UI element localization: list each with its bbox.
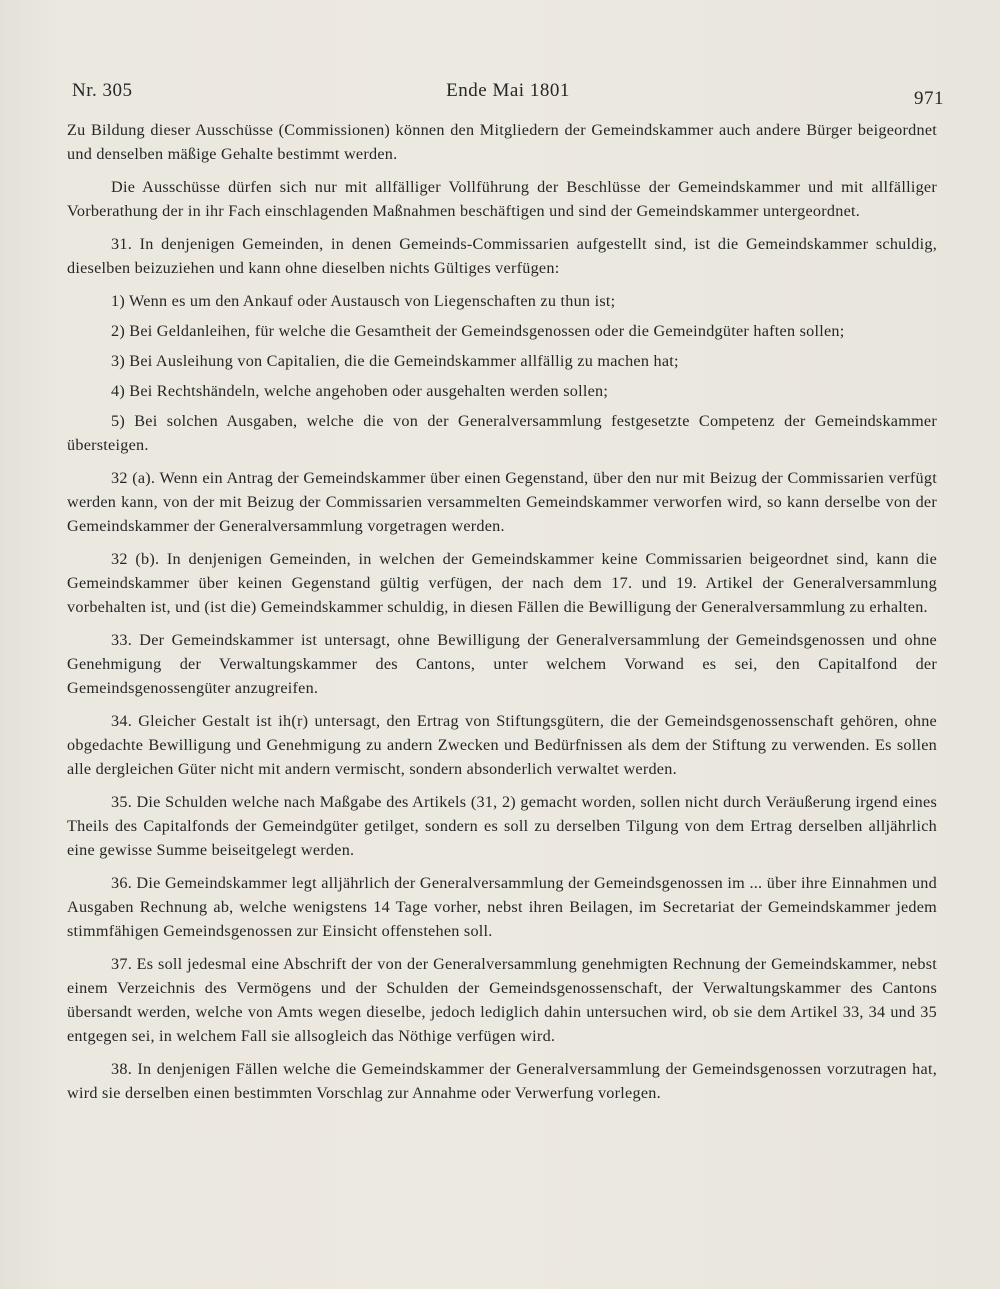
document-number: Nr. 305	[72, 80, 133, 101]
document-body	[67, 118, 937, 1114]
article-31-item-4: 4) Bei Rechtshändeln, welche angehoben oder ausgehalten werden sollen;	[111, 382, 609, 400]
article-36: 36. Die Gemeindskammer legt alljährlich der Generalversammlung der Gemeindsgenossen im ... über ihre Einnahmen und Ausgaben Rechnung ab, welche wenigstens 14 Tage vorher, nebst ihren Beilagen, im Secretariat der Gemeindskammer jedem stimmfähigen Gemeindsgenossen zur Einsicht offenstehen soll.	[67, 874, 937, 940]
article-31-item-1: 1) Wenn es um den Ankauf oder Austausch von Liegenschaften zu thun ist;	[111, 292, 616, 310]
article-33: 33. Der Gemeindskammer ist untersagt, ohne Bewilligung der Generalversammlung der Gemeindsgenossen und ohne Genehmigung der Verwaltungskammer des Cantons, unter welchem Vorwand es sei, den Capitalfond der Gemeindsgenossengüter anzugreifen.	[67, 631, 937, 697]
article-31: 31. In denjenigen Gemeinden, in denen Gemeinds-Commissarien aufgestellt sind, ist die Gemeindskammer schuldig, dieselben beizuziehen und kann ohne dieselben nichts Gültiges verfügen:	[67, 235, 937, 277]
paragraph-committee-duties: Die Ausschüsse dürfen sich nur mit allfälliger Vollführung der Beschlüsse der Gemeindskammer und mit allfälliger Vorberathung der in ihr Fach einschlagenden Maßnahmen beschäftigen und sind der Gemeindskammer untergeordnet.	[67, 178, 937, 220]
article-34: 34. Gleicher Gestalt ist ih(r) untersagt, den Ertrag von Stiftungsgütern, die der Gemeindsgenossenschaft gehören, ohne obgedachte Bewilligung und Genehmigung zu andern Zwecken und Bedürfnissen als dem der Stiftung zu verwenden. Es sollen alle dergleichen Güter nicht mit andern vermischt, sondern absonderlich verwaltet werden.	[67, 712, 937, 778]
page-header	[72, 76, 944, 109]
page-number: 971	[914, 88, 944, 109]
paragraph-committee-members: Zu Bildung dieser Ausschüsse (Commissionen) können den Mitgliedern der Gemeindskammer auch andere Bürger beigeordnet und denselben mäßige Gehalte bestimmt werden.	[67, 121, 937, 163]
article-32a: 32 (a). Wenn ein Antrag der Gemeindskammer über einen Gegenstand, über den nur mit Beizug der Commissarien verfügt werden kann, von der mit Beizug der Commissarien versammelten Gemeindskammer verworfen wird, so kann derselbe von der Gemeindskammer der Generalversammlung vorgetragen werden.	[67, 469, 937, 535]
article-35: 35. Die Schulden welche nach Maßgabe des Artikels (31, 2) gemacht worden, sollen nicht durch Veräußerung irgend eines Theils des Capitalfonds der Gemeindgüter getilget, sondern es soll zu derselben Tilgung von dem Ertrag derselben alljährlich eine gewisse Summe beiseitgelegt werden.	[67, 793, 937, 859]
article-31-item-3: 3) Bei Ausleihung von Capitalien, die die Gemeindskammer allfällig zu machen hat;	[111, 352, 679, 370]
article-31-item-5: 5) Bei solchen Ausgaben, welche die von der Generalversammlung festgesetzte Competenz der Gemeindskammer übersteigen.	[67, 412, 937, 454]
article-38: 38. In denjenigen Fällen welche die Gemeindskammer der Generalversammlung der Gemeindsgenossen vorzutragen hat, wird sie derselben einen bestimmten Vorschlag zur Annahme oder Verwerfung vorlegen.	[67, 1060, 937, 1102]
article-32b: 32 (b). In denjenigen Gemeinden, in welchen der Gemeindskammer keine Commissarien beigeordnet sind, kann die Gemeindskammer über keinen Gegenstand gültig verfügen, der nach dem 17. und 19. Artikel der Generalversammlung vorbehalten ist, und (ist die) Gemeindskammer schuldig, in diesen Fällen die Bewilligung der Generalversammlung zu erhalten.	[67, 550, 937, 616]
article-37: 37. Es soll jedesmal eine Abschrift der von der Generalversammlung genehmigten Rechnung der Gemeindskammer, nebst einem Verzeichnis des Vermögens und der Schulden der Gemeindsgenossenschaft, der Verwaltungskammer des Cantons übersandt werden, welche von Amts wegen dieselbe, jedoch lediglich dahin untersuchen wird, ob sie dem Artikel 33, 34 und 35 entgegen sei, in welchem Fall sie allsogleich das Nöthige verfügen wird.	[67, 955, 937, 1045]
article-31-item-2: 2) Bei Geldanleihen, für welche die Gesamtheit der Gemeindsgenossen oder die Gemeindgüter haften sollen;	[111, 322, 845, 340]
document-date: Ende Mai 1801	[446, 80, 570, 101]
